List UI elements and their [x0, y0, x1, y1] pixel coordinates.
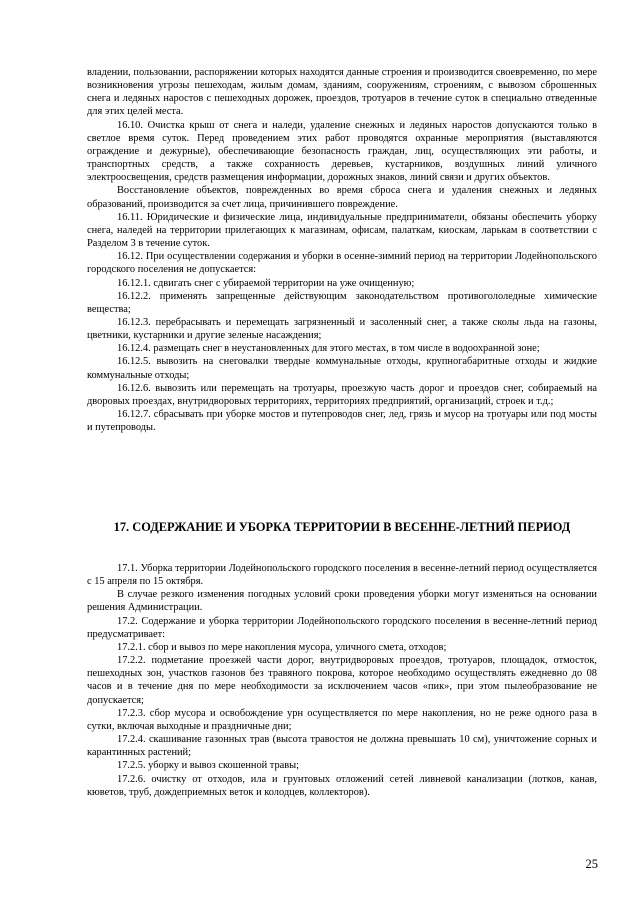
paragraph: 17.2.3. сбор мусора и освобождение урн осуществляется по мере накопления, но не реже одного раза в сутки, включая выходные и праздничные дни;	[87, 707, 597, 732]
paragraph: 16.12.6. вывозить или перемещать на тротуары, проезжую часть дорог и проездов снег, собираемый на дворовых проездах, внутридворовых территориях, территориях предприятий, организаций, строек и т.д.;	[87, 382, 597, 407]
paragraph: 17.2.5. уборку и вывоз скошенной травы;	[117, 760, 300, 772]
paragraph: 16.11. Юридические и физические лица, индивидуальные предприниматели, обязаны обеспечить уборку снега, наледей на территории прилегающих к магазинам, офисам, палаткам, киоскам, ларькам в соответствии с Разделом 3 в течение суток.	[87, 211, 597, 250]
paragraph: В случае резкого изменения погодных условий сроки проведения уборки могут изменяться на основании решения Администрации.	[87, 589, 597, 614]
paragraph: владении, пользовании, распоряжении которых находятся данные строения и производится своевременно, по мере возникновения угрозы пешеходам, жилым домам, зданиям, сооружениям, строениям, с вывозом сброшенных снега и ледяных наростов с пешеходных дорожек, проездов, тротуаров в течение суток в специально отведенные для этих целей места.	[87, 67, 597, 118]
paragraph: 17.2.2. подметание проезжей части дорог, внутридворовых проездов, тротуаров, площадок, отмосток, пешеходных зон, участков газонов без травяного покрова, которое необходимо осуществлять ежедневно до 08 часов и в течение дня по мере необходимости за исключением часов «пик», при этом пылеобразование не допускается;	[87, 655, 597, 706]
paragraph: 17.2.6. очистку от отходов, ила и грунтовых отложений сетей ливневой канализации (лотков, канав, кюветов, труб, дождеприемных веток и колодцев, коллекторов).	[87, 773, 597, 798]
paragraph: Восстановление объектов, поврежденных во время сброса снега и удаления снежных и ледяных образований, производится за счет лица, причинившего повреждение.	[87, 185, 597, 210]
paragraph: 17.2. Содержание и уборка территории Лодейнопольского городского поселения в весенне-летний период предусматривает:	[87, 615, 597, 640]
paragraph: 16.12.3. перебрасывать и перемещать загрязненный и засоленный снег, а также сколы льда на газоны, цветники, кустарники и другие зеленые насаждения;	[87, 316, 597, 342]
paragraph: 16.12. При осуществлении содержания и уборки в осенне-зимний период на территории Лодейнопольского городского поселения не допускается:	[87, 251, 597, 276]
paragraph: 17.2.4. скашивание газонных трав (высота травостоя не должна превышать 10 см), уничтожение сорных и карантинных растений;	[87, 734, 597, 759]
paragraph: 16.12.4. размещать снег в неустановленных для этого местах, в том числе в водоохранной зоне;	[117, 343, 540, 355]
paragraph: 17.2.1. сбор и вывоз по мере накопления мусора, уличного смета, отходов;	[117, 641, 447, 653]
paragraph: 16.12.7. сбрасывать при уборке мостов и путепроводов снег, лед, грязь и мусор на тротуары или под мосты и путепроводы.	[87, 409, 597, 434]
paragraph: 16.12.2. применять запрещенные действующим законодательством противогололедные химические вещества;	[87, 290, 597, 315]
section-17-heading: 17. СОДЕРЖАНИЕ И УБОРКА ТЕРРИТОРИИ В ВЕСЕННЕ-ЛЕТНИЙ ПЕРИОД	[113, 520, 571, 534]
paragraph: 17.1. Уборка территории Лодейнопольского городского поселения в весенне-летний период осуществляется с 15 апреля по 15 октября.	[87, 563, 597, 588]
page-number: 25	[585, 857, 598, 871]
paragraph: 16.10. Очистка крыш от снега и наледи, удаление снежных и ледяных наростов допускаются только в светлое время суток. Перед проведением этих работ проводятся охранные мероприятия (выставляются ограждение и дежурные), обеспечивающие безопасность граждан, лиц, осуществляющих эти работы, и транспортных средств, а также сохранность деревьев, кустарников, воздушных линий уличного электроосвещения, средств размещения информации, дорожных знаков, линий связи и других объектов.	[87, 119, 597, 184]
section-16-text	[87, 66, 597, 434]
paragraph: 16.12.1. сдвигать снег с убираемой территории на уже очищенную;	[117, 277, 415, 289]
paragraph: 16.12.5. вывозить на снеговалки твердые коммунальные отходы, крупногабаритные отходы и жидкие коммунальные отходы;	[87, 356, 597, 381]
section-17-text	[87, 562, 597, 799]
